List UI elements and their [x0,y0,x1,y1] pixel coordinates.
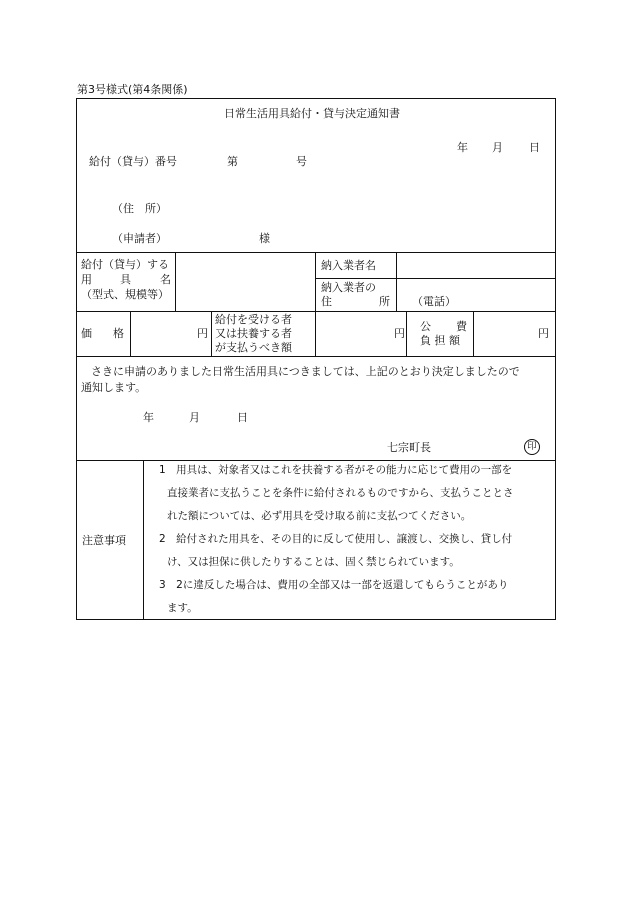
burden-label-line1: 給付を受ける者 [215,313,292,326]
divider-price-value [211,311,212,356]
number-go: 号 [296,155,307,168]
burden-label-line2: 又は扶養する者 [215,327,292,340]
note-line: 1 用具は、対象者又はこれを扶養する者がその能力に応じて費用の一部を [159,464,513,476]
public-label-line1a: 公 [420,320,431,333]
divider-price-row-bottom [76,356,556,357]
document-title: 日常生活用具給付・貸与決定通知書 [224,107,400,120]
item-label-line1: 給付（貸与）する [81,258,169,271]
divider-vendor-label [396,252,397,311]
date-day: 日 [529,141,540,154]
burden-label-line3: が支払うべき額 [215,341,292,354]
note-line: け、又は担保に供したりすることは、固く禁じられています。 [167,556,460,568]
issuer-name: 七宗町長 [387,441,431,454]
seal-mark: 印 [524,439,540,455]
divider-burden-value [406,311,407,356]
public-label-line1b: 費 [456,320,467,333]
phone-label: （電話） [412,295,456,308]
note-line: 2 給付された用具を、その目的に反して使用し、譲渡し、交換し、貸し付 [159,533,513,545]
notice-date-month: 月 [189,411,200,424]
divider-vendor-row [315,278,556,279]
price-label-b: 格 [113,327,124,340]
item-label-line2b: 具 [120,273,131,286]
applicant-label: （申請者） [112,232,167,245]
notes-heading: 注意事項 [82,534,126,547]
number-dai: 第 [227,155,238,168]
divider-price-label [130,311,131,356]
notice-date-day: 日 [237,411,248,424]
notice-date-year: 年 [143,411,154,424]
notice-line2: 通知します。 [81,381,147,394]
vendor-address-label-line2a: 住 [321,295,332,308]
divider-notes-heading [143,460,144,620]
divider-public-label [473,311,474,356]
note-line: ます。 [167,602,198,614]
form-label: 第3号様式(第4条関係) [77,83,188,96]
date-year: 年 [457,141,468,154]
item-label-line2a: 用 [81,273,92,286]
note-line: 3 2に違反した場合は、費用の全部又は一部を返還してもらうことがあり [159,579,509,591]
divider-item-value [315,252,316,356]
divider-price-row-top [76,311,556,312]
public-yen: 円 [538,327,549,340]
address-label: （住 所） [112,202,167,215]
vendor-address-label-line2b: 所 [379,295,390,308]
burden-yen: 円 [394,327,405,340]
item-label-line2c: 名 [160,273,171,286]
divider-item-label [175,252,176,311]
number-label: 給付（貸与）番号 [89,155,177,168]
date-month: 月 [492,141,503,154]
price-yen: 円 [197,327,208,340]
divider-table-top [76,252,556,253]
item-label-line3: （型式、規模等） [81,288,169,301]
note-line: れた額については、必ず用具を受け取る前に支払つてください。 [167,510,472,522]
notice-line1: さきに申請のありました日常生活用具につきましては、上記のとおり決定しましたので [91,365,520,378]
vendor-name-label: 納入業者名 [321,259,376,272]
vendor-address-label-line1: 納入業者の [321,281,376,294]
note-line: 直接業者に支払うことを条件に給付されるものですから、支払うこととさ [167,487,514,499]
public-label-line2: 負 担 額 [420,334,460,347]
divider-notes-top [76,460,556,461]
applicant-honorific: 様 [259,232,270,245]
price-label-a: 価 [81,327,92,340]
